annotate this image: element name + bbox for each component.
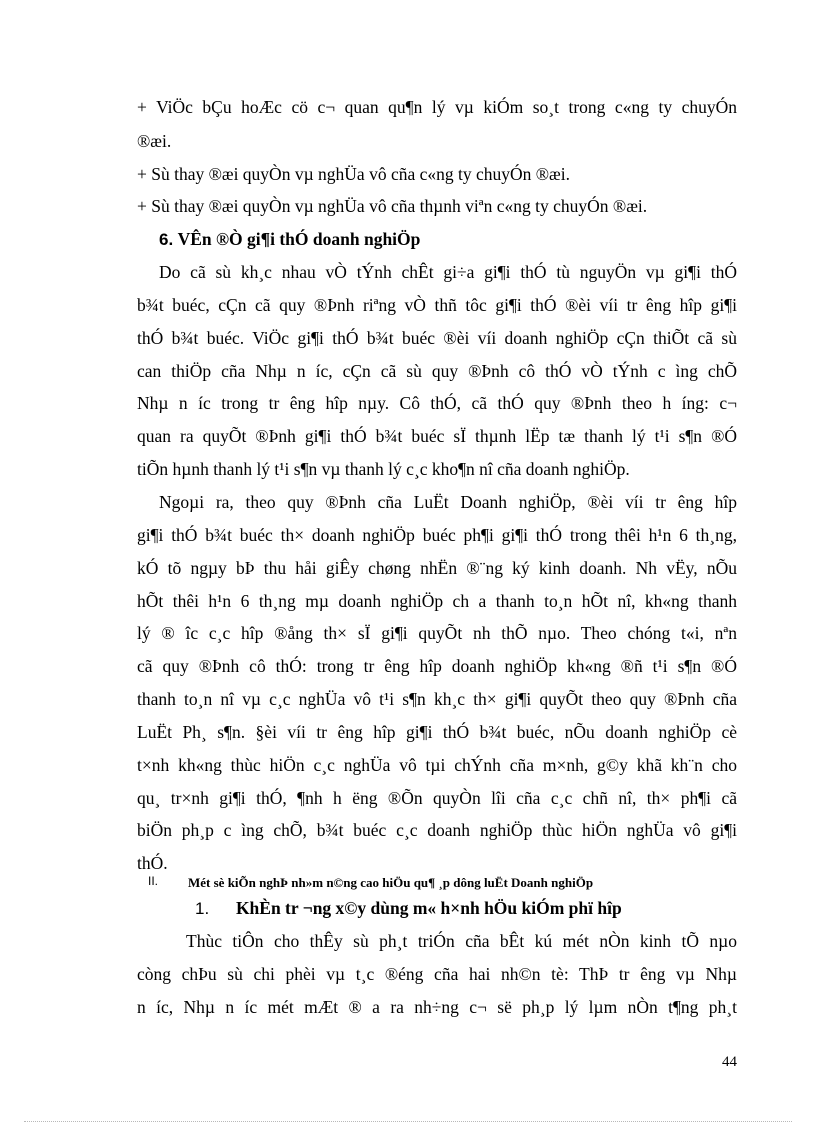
- paragraph-line: tiÕn hµnh thanh lý t¹i s¶n vµ thanh lý c¸c kho¶n nî cña doanh nghiÖp.: [137, 459, 630, 479]
- subsection-title: KhÈn tr ¬ng x©y dùng m« h×nh hÖu kiÓm phï hîp: [235, 898, 622, 918]
- paragraph-line: gi¶i thÓ b¾t buéc th× doanh nghiÖp buéc ph¶i gi¶i thÓ trong thêi h¹n 6 th¸ng,: [137, 525, 737, 545]
- paragraph-line: Thùc tiÔn cho thÊy sù ph¸t triÓn cña bÊt kú mét nÒn kinh tÕ nµo: [186, 931, 737, 951]
- text-line: ®æi.: [137, 131, 172, 151]
- section-number: 6.: [159, 230, 174, 249]
- paragraph-line: cã quy ®Þnh cô thÓ: trong tr êng hîp doanh nghiÖp kh«ng ®ñ t¹i s¶n ®Ó: [137, 656, 737, 676]
- paragraph-line: qu¸ tr×nh gi¶i thÓ, ¶nh h ëng ®Õn quyÒn lîi cña c¸c chñ nî, th× ph¶i cã: [137, 788, 737, 808]
- paragraph-line: Ngoµi ra, theo quy ®Þnh cña LuËt Doanh nghiÖp, ®èi víi tr êng hîp: [159, 492, 737, 512]
- text-line: + ViÖc bÇu hoÆc cö c¬ quan qu¶n lý vµ kiÓm so¸t trong c«ng ty chuyÓn: [137, 97, 737, 117]
- paragraph-line: thÓ.: [137, 853, 168, 873]
- paragraph-line: t×nh kh«ng thùc hiÖn c¸c nghÜa vô tµi chÝnh cña m×nh, g©y khã kh¨n cho: [137, 755, 737, 775]
- text-line: + Sù thay ®æi quyÒn vµ nghÜa vô cña c«ng ty chuyÓn ®æi.: [137, 164, 570, 184]
- paragraph-line: còng chÞu sù chi phèi vµ t¸c ®éng cña hai nh©n tè: ThÞ tr êng vµ Nhµ: [137, 964, 737, 984]
- paragraph-line: hÕt thêi h¹n 6 th¸ng mµ doanh nghiÖp ch a thanh to¸n hÕt nî, kh«ng thanh: [137, 591, 737, 611]
- paragraph-line: quan ra quyÕt ®Þnh gi¶i thÓ b¾t buéc sÏ thµnh lËp tæ thanh lý t¹i s¶n ®Ó: [137, 426, 737, 446]
- paragraph-line: Nhµ n íc trong tr êng hîp nµy. Cô thÓ, cã thÓ quy ®Þnh theo h íng: c¬: [137, 393, 737, 413]
- page-number: 44: [722, 1054, 737, 1070]
- paragraph-line: n íc, Nhµ n íc mét mÆt ® a ra nh÷ng c¬ së ph¸p lý lµm nÒn t¶ng ph¸t: [137, 997, 737, 1017]
- subsection-number: 1.: [195, 899, 210, 918]
- section-heading: [159, 228, 759, 251]
- paragraph-line: b¾t buéc, cÇn cã quy ®Þnh riªng vÒ thñ tôc gi¶i thÓ ®èi víi tr êng hîp gi¶i: [137, 295, 737, 315]
- section-roman-numeral: II.: [148, 874, 159, 888]
- paragraph-line: thÓ b¾t buéc. ViÖc gi¶i thÓ b¾t buéc ®èi víi doanh nghiÖp cÇn thiÕt cã sù: [137, 328, 737, 348]
- paragraph-line: Do cã sù kh¸c nhau vÒ tÝnh chÊt gi÷a gi¶i thÓ tù nguyÖn vµ gi¶i thÓ: [159, 262, 737, 282]
- paragraph-line: biÖn ph¸p c ìng chÕ, b¾t buéc c¸c doanh nghiÖp thùc hiÖn nghÜa vô gi¶i: [137, 820, 737, 840]
- section-heading: Mét sè kiÕn nghÞ nh»m n©ng cao hiÖu qu¶ ¸p dông luËt Doanh nghiÖp: [188, 875, 594, 890]
- paragraph-line: LuËt Ph¸ s¶n. §èi víi tr êng hîp gi¶i thÓ b¾t buéc, nÕu doanh nghiÖp cè: [137, 722, 737, 742]
- section-title: VÊn ®Ò gi¶i thÓ doanh nghiÖp: [177, 229, 421, 249]
- paragraph-line: kÓ tõ ngµy bÞ thu håi giÊy chøng nhËn ®¨ng ký kinh doanh. Nh vËy, nÕu: [137, 558, 737, 578]
- paragraph-line: thanh to¸n nî vµ c¸c nghÜa vô t¹i s¶n kh¸c th× gi¶i quyÕt theo quy ®Þnh cña: [137, 689, 737, 709]
- page-bottom-divider: [24, 1121, 792, 1122]
- text-line: + Sù thay ®æi quyÒn vµ nghÜa vô cña thµnh viªn c«ng ty chuyÓn ®æi.: [137, 196, 648, 216]
- subsection-heading: [195, 897, 737, 920]
- paragraph-line: lý ® îc c¸c hîp ®ång th× sÏ gi¶i quyÕt nh thÕ nµo. Theo chóng t«i, nªn: [137, 623, 737, 643]
- paragraph-line: can thiÖp cña Nhµ n íc, cÇn cã sù quy ®Þnh cô thÓ vÒ tÝnh c ìng chÕ: [137, 361, 737, 381]
